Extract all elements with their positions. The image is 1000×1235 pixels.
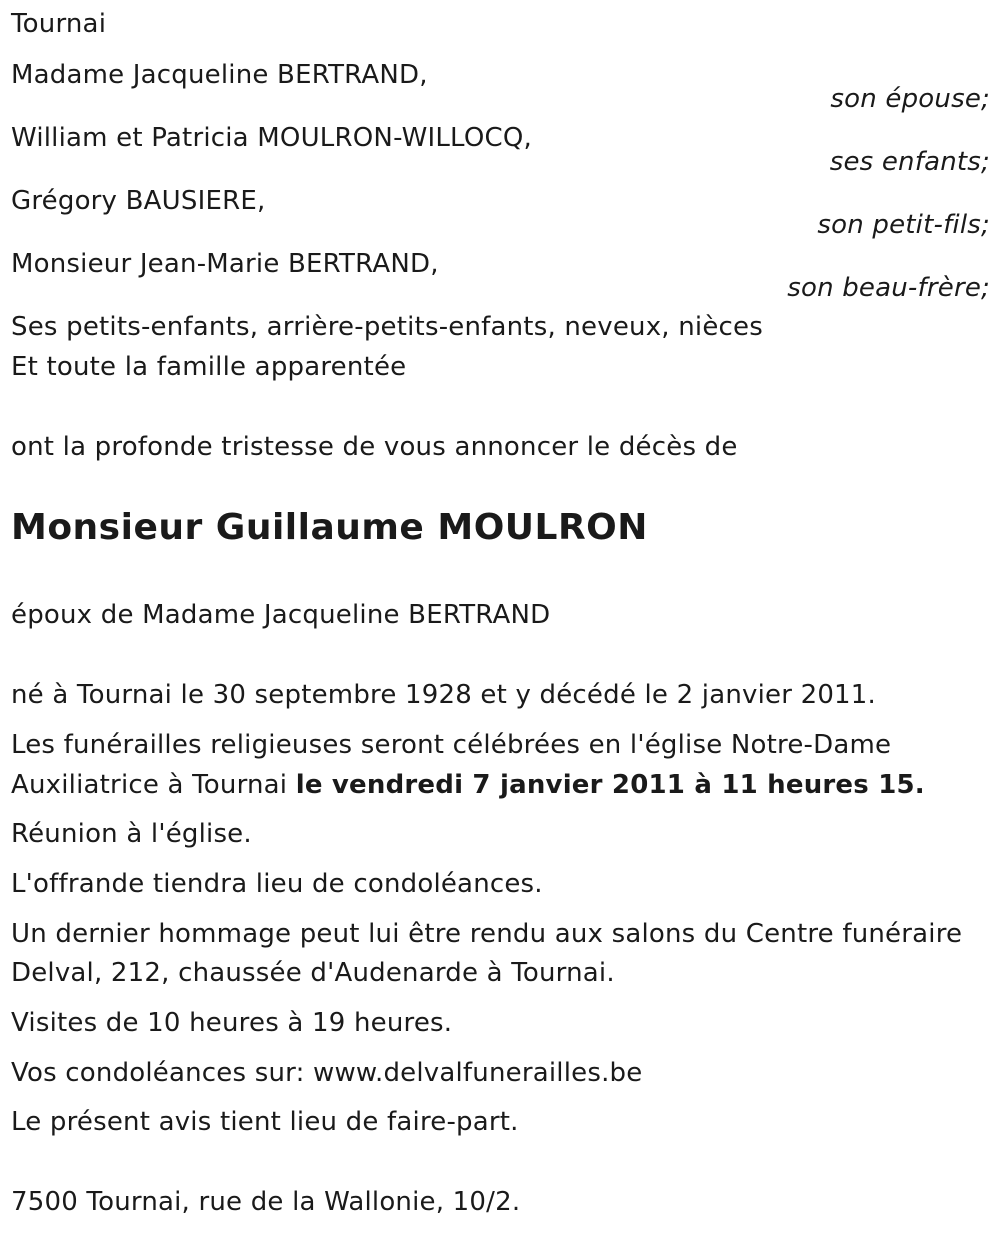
tribute-line-2: Delval, 212, chaussée d'Audenarde à Tournai.: [11, 958, 615, 988]
visits-text: Visites de 10 heures à 19 heures.: [11, 1008, 453, 1038]
funeral-line-1: Les funérailles religieuses seront célébrées en l'église Notre-Dame: [11, 730, 892, 760]
relation-children: ses enfants;: [829, 147, 990, 177]
condolences-text: Vos condoléances sur: www.delvalfunerailles.be: [11, 1058, 643, 1088]
family-member-grandson: Grégory BAUSIERE,: [11, 186, 266, 216]
extended-family-line-2: Et toute la famille apparentée: [11, 352, 407, 382]
extended-family-line-1: Ses petits-enfants, arrière-petits-enfants, neveux, nièces: [11, 312, 763, 342]
spouse-of-text: époux de Madame Jacqueline BERTRAND: [11, 600, 551, 630]
family-member-spouse: Madame Jacqueline BERTRAND,: [11, 60, 428, 90]
funeral-date-time: le vendredi 7 janvier 2011 à 11 heures 15.: [295, 770, 925, 800]
meeting-text: Réunion à l'église.: [11, 819, 252, 849]
city-header: Tournai: [11, 9, 107, 39]
tribute-line-1: Un dernier hommage peut lui être rendu aux salons du Centre funéraire: [11, 919, 963, 949]
relation-grandson: son petit-fils;: [817, 210, 990, 240]
funeral-location: Auxiliatrice à Tournai: [11, 770, 296, 800]
relation-brother-in-law: son beau-frère;: [787, 273, 990, 303]
address-text: 7500 Tournai, rue de la Wallonie, 10/2.: [11, 1187, 521, 1217]
family-member-children: William et Patricia MOULRON-WILLOCQ,: [11, 123, 532, 153]
notice-text: Le présent avis tient lieu de faire-part.: [11, 1107, 519, 1137]
offering-text: L'offrande tiendra lieu de condoléances.: [11, 869, 543, 899]
funeral-line-2: [11, 770, 925, 800]
announcement-text: ont la profonde tristesse de vous annoncer le décès de: [11, 432, 738, 462]
family-member-brother-in-law: Monsieur Jean-Marie BERTRAND,: [11, 249, 439, 279]
deceased-name: Monsieur Guillaume MOULRON: [11, 507, 648, 548]
birth-death-text: né à Tournai le 30 septembre 1928 et y décédé le 2 janvier 2011.: [11, 680, 877, 710]
relation-spouse: son épouse;: [830, 84, 990, 114]
